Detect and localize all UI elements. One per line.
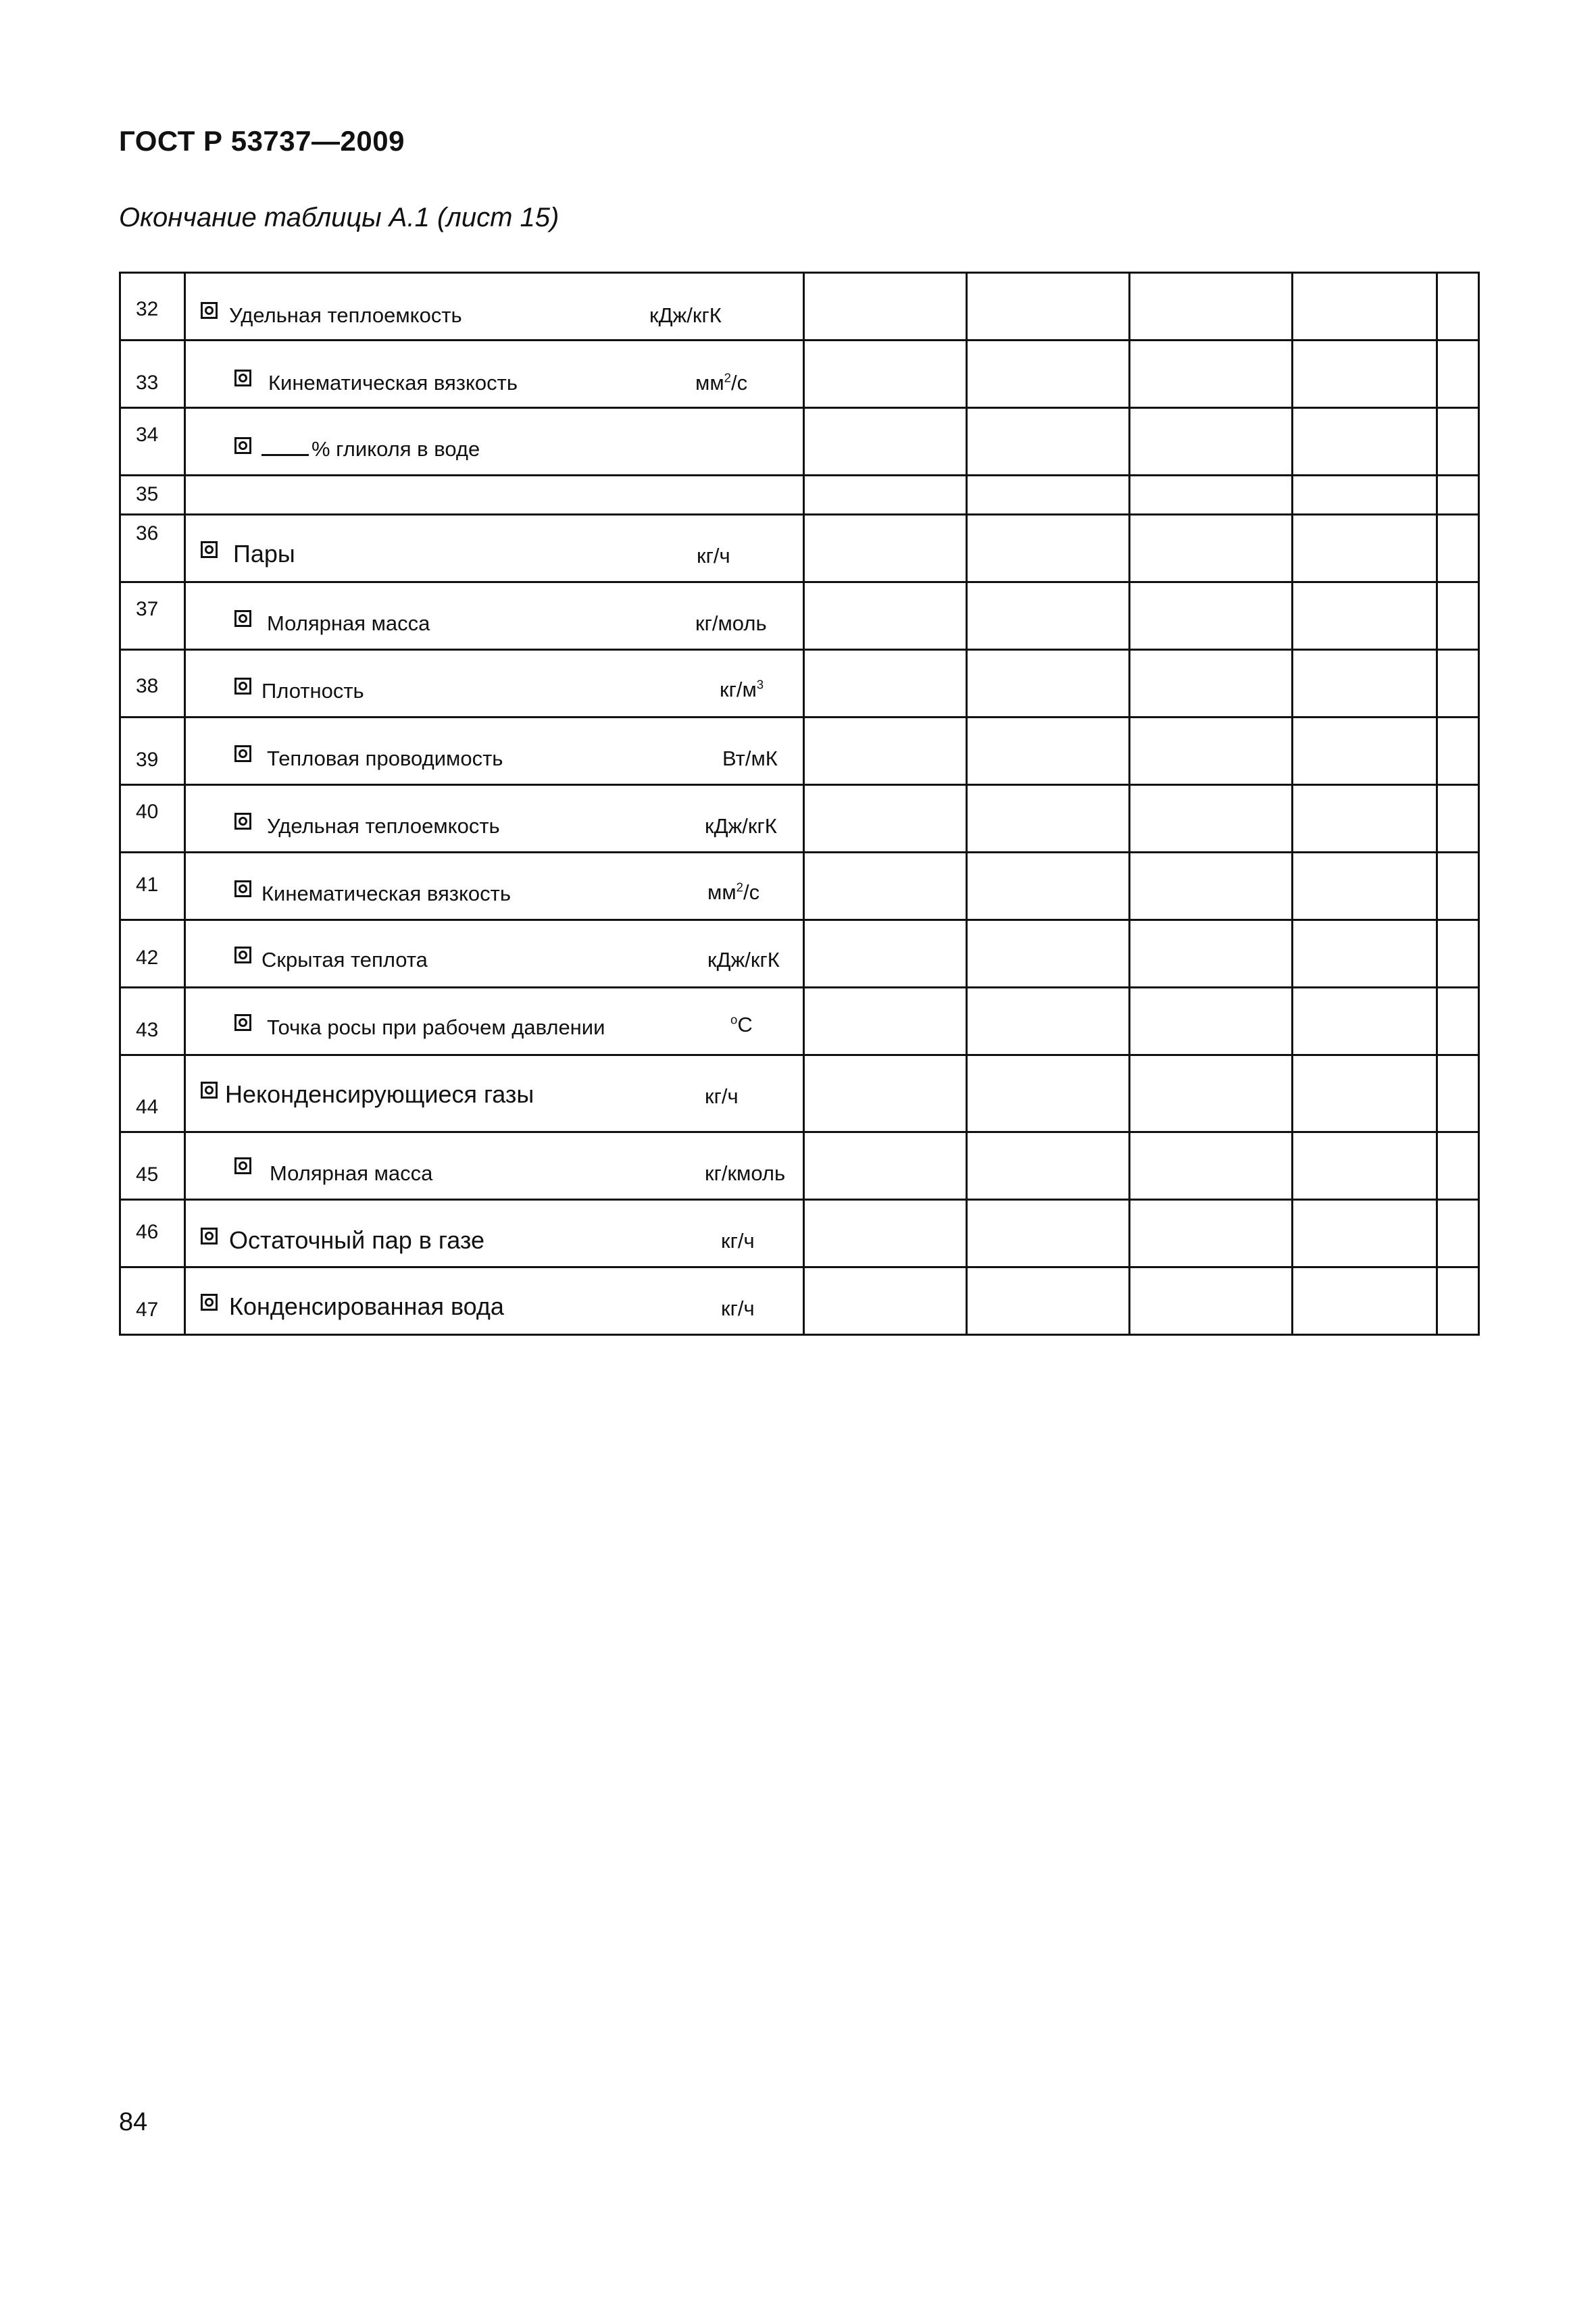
- table-row: [120, 718, 1479, 785]
- parameter-cell[interactable]: [185, 476, 804, 515]
- value-cell[interactable]: [804, 1267, 967, 1335]
- value-cell[interactable]: [967, 920, 1130, 988]
- unit-label: кг/ч: [721, 1297, 755, 1320]
- parameter-cell: [185, 1267, 804, 1335]
- table-row: [120, 515, 1479, 582]
- parameter-label: Удельная теплоемкость: [267, 814, 500, 838]
- value-cell[interactable]: [1437, 1132, 1479, 1200]
- unit-label: кг/ч: [697, 544, 730, 568]
- value-cell[interactable]: [1130, 1267, 1293, 1335]
- value-cell[interactable]: [967, 650, 1130, 718]
- row-number: 35: [136, 483, 159, 505]
- value-cell[interactable]: [804, 1200, 967, 1267]
- value-cell[interactable]: [967, 1267, 1130, 1335]
- document-standard-number: ГОСТ Р 53737—2009: [119, 125, 405, 157]
- checkbox-icon[interactable]: [234, 610, 251, 627]
- value-cell[interactable]: [1437, 408, 1479, 476]
- parameter-cell: [185, 988, 804, 1055]
- row-number: 33: [136, 372, 159, 394]
- parameter-label: % гликоля в воде: [261, 437, 480, 461]
- value-cell[interactable]: [967, 582, 1130, 650]
- parameter-label: Пары: [233, 540, 295, 568]
- parameter-label: Кинематическая вязкость: [261, 882, 512, 905]
- value-cell[interactable]: [1130, 1200, 1293, 1267]
- value-cell[interactable]: [1130, 515, 1293, 582]
- checkbox-icon[interactable]: [234, 1157, 251, 1174]
- value-cell[interactable]: [804, 785, 967, 853]
- table-row: [120, 1055, 1479, 1132]
- value-cell[interactable]: [1130, 273, 1293, 341]
- row-number: 40: [136, 801, 159, 823]
- value-cell[interactable]: [1293, 341, 1437, 408]
- row-number: 47: [136, 1299, 159, 1321]
- value-cell[interactable]: [804, 920, 967, 988]
- table-caption: Окончание таблицы А.1 (лист 15): [119, 203, 559, 232]
- value-cell[interactable]: [1437, 476, 1479, 515]
- checkbox-icon[interactable]: [201, 1228, 218, 1244]
- table-row: [120, 582, 1479, 650]
- row-number-cell: [120, 515, 185, 582]
- value-cell[interactable]: [804, 1055, 967, 1132]
- row-number-cell: [120, 408, 185, 476]
- value-cell[interactable]: [967, 988, 1130, 1055]
- unit-label: $^о$С: [730, 1012, 753, 1036]
- value-cell[interactable]: [1293, 1055, 1437, 1132]
- row-number-cell: [120, 988, 185, 1055]
- unit-label: $мм^2/с$: [695, 370, 748, 395]
- checkbox-icon[interactable]: [234, 678, 251, 695]
- value-cell[interactable]: [1130, 785, 1293, 853]
- value-cell[interactable]: [967, 1200, 1130, 1267]
- row-number-cell: [120, 273, 185, 341]
- checkbox-icon[interactable]: [234, 745, 251, 762]
- value-cell[interactable]: [967, 1055, 1130, 1132]
- unit-label: кг/ч: [721, 1229, 755, 1253]
- checkbox-icon[interactable]: [234, 370, 251, 386]
- table-row: [120, 1132, 1479, 1200]
- value-cell[interactable]: [1293, 273, 1437, 341]
- parameter-label: Конденсированная вода: [229, 1292, 504, 1320]
- value-cell[interactable]: [804, 408, 967, 476]
- row-number-cell: [120, 920, 185, 988]
- table-row: [120, 273, 1479, 341]
- parameter-label: Скрытая теплота: [261, 948, 428, 972]
- row-number: 44: [136, 1096, 159, 1118]
- parameter-cell: [185, 515, 804, 582]
- parameter-label: Остаточный пар в газе: [229, 1226, 484, 1254]
- value-cell[interactable]: [1293, 920, 1437, 988]
- value-cell[interactable]: [1130, 853, 1293, 920]
- value-cell[interactable]: [1130, 920, 1293, 988]
- parameter-label: Молярная масса: [267, 611, 430, 635]
- value-cell[interactable]: [967, 341, 1130, 408]
- unit-label: кДж/кгК: [707, 948, 780, 972]
- row-number: 42: [136, 947, 159, 969]
- row-number-cell: [120, 341, 185, 408]
- table-row: [120, 988, 1479, 1055]
- table-row: [120, 1267, 1479, 1335]
- parameter-label: Плотность: [261, 679, 364, 703]
- value-cell[interactable]: [1130, 650, 1293, 718]
- value-cell[interactable]: [967, 273, 1130, 341]
- checkbox-icon[interactable]: [234, 880, 251, 897]
- value-cell[interactable]: [967, 1132, 1130, 1200]
- value-cell[interactable]: [967, 408, 1130, 476]
- value-cell[interactable]: [1293, 408, 1437, 476]
- table-row: [120, 920, 1479, 988]
- table-row: [120, 853, 1479, 920]
- table-row: [120, 1200, 1479, 1267]
- value-cell[interactable]: [1130, 341, 1293, 408]
- checkbox-icon[interactable]: [201, 1294, 218, 1311]
- unit-label: кг/моль: [695, 611, 767, 635]
- unit-label: $мм^2/с$: [707, 880, 760, 904]
- row-number: 37: [136, 598, 159, 620]
- value-cell[interactable]: [804, 582, 967, 650]
- parameter-label: Кинематическая вязкость: [268, 371, 518, 395]
- parameter-label: Неконденсирующиеся газы: [225, 1080, 534, 1108]
- value-cell[interactable]: [1437, 273, 1479, 341]
- value-cell[interactable]: [804, 341, 967, 408]
- value-cell[interactable]: [1437, 718, 1479, 785]
- parameter-label: Точка росы при рабочем давлении: [267, 1015, 605, 1039]
- value-cell[interactable]: [1437, 1267, 1479, 1335]
- value-cell[interactable]: [804, 1132, 967, 1200]
- value-cell[interactable]: [1130, 582, 1293, 650]
- row-number-cell: [120, 1267, 185, 1335]
- data-sheet-table: [119, 272, 1480, 1336]
- parameter-cell: [185, 1055, 804, 1132]
- value-cell[interactable]: [804, 515, 967, 582]
- value-cell[interactable]: [1293, 1267, 1437, 1335]
- unit-label: кДж/кгК: [705, 814, 777, 838]
- value-cell[interactable]: [1130, 476, 1293, 515]
- value-cell[interactable]: [804, 273, 967, 341]
- parameter-cell: [185, 408, 804, 476]
- table-row: [120, 650, 1479, 718]
- unit-label: Вт/мК: [722, 747, 778, 770]
- row-number-cell: [120, 1200, 185, 1267]
- value-cell[interactable]: [1293, 1132, 1437, 1200]
- checkbox-icon[interactable]: [234, 947, 251, 963]
- row-number: 39: [136, 749, 159, 771]
- row-number-cell: [120, 1055, 185, 1132]
- blank-fill-line[interactable]: [261, 439, 309, 456]
- value-cell[interactable]: [967, 476, 1130, 515]
- row-number-cell: [120, 650, 185, 718]
- value-cell[interactable]: [1437, 920, 1479, 988]
- row-number-cell: [120, 718, 185, 785]
- value-cell[interactable]: [1293, 582, 1437, 650]
- parameter-label: Удельная теплоемкость: [229, 303, 462, 327]
- parameter-cell: [185, 273, 804, 341]
- value-cell[interactable]: [1130, 988, 1293, 1055]
- parameter-cell: [185, 785, 804, 853]
- value-cell[interactable]: [967, 718, 1130, 785]
- parameter-cell: [185, 582, 804, 650]
- value-cell[interactable]: [1437, 341, 1479, 408]
- value-cell[interactable]: [1437, 853, 1479, 920]
- checkbox-icon[interactable]: [201, 1082, 218, 1099]
- value-cell[interactable]: [1130, 1132, 1293, 1200]
- row-number: 32: [136, 298, 159, 320]
- value-cell[interactable]: [804, 988, 967, 1055]
- unit-label: $кг/м^3$: [720, 677, 764, 701]
- value-cell[interactable]: [804, 853, 967, 920]
- parameter-label: Молярная масса: [270, 1161, 433, 1185]
- parameter-cell: [185, 341, 804, 408]
- value-cell[interactable]: [1293, 650, 1437, 718]
- row-number: 36: [136, 522, 159, 545]
- parameter-cell: [185, 920, 804, 988]
- row-number: 46: [136, 1221, 159, 1243]
- parameter-cell: [185, 650, 804, 718]
- value-cell[interactable]: [1293, 718, 1437, 785]
- page-number: 84: [119, 2108, 148, 2136]
- checkbox-icon[interactable]: [234, 437, 251, 454]
- value-cell[interactable]: [1293, 1200, 1437, 1267]
- parameter-cell: [185, 1132, 804, 1200]
- value-cell[interactable]: [1437, 650, 1479, 718]
- parameter-cell: [185, 1200, 804, 1267]
- checkbox-icon[interactable]: [234, 813, 251, 830]
- row-number: 38: [136, 675, 159, 697]
- value-cell[interactable]: [1293, 476, 1437, 515]
- value-cell[interactable]: [967, 853, 1130, 920]
- parameter-label: Тепловая проводимость: [267, 747, 503, 770]
- value-cell[interactable]: [1437, 1055, 1479, 1132]
- value-cell[interactable]: [1437, 515, 1479, 582]
- unit-label: кг/кмоль: [705, 1161, 786, 1185]
- checkbox-icon[interactable]: [201, 541, 218, 558]
- value-cell[interactable]: [1437, 582, 1479, 650]
- row-number: 45: [136, 1163, 159, 1186]
- value-cell[interactable]: [1437, 1200, 1479, 1267]
- value-cell[interactable]: [804, 476, 967, 515]
- unit-label: кг/ч: [705, 1084, 739, 1108]
- value-cell[interactable]: [1437, 988, 1479, 1055]
- value-cell[interactable]: [1437, 785, 1479, 853]
- value-cell[interactable]: [1293, 988, 1437, 1055]
- parameter-cell: [185, 718, 804, 785]
- row-number-cell: [120, 582, 185, 650]
- row-number-cell: [120, 785, 185, 853]
- table-row: [120, 341, 1479, 408]
- table-row: [120, 785, 1479, 853]
- checkbox-icon[interactable]: [234, 1014, 251, 1031]
- value-cell[interactable]: [967, 515, 1130, 582]
- row-number: 34: [136, 424, 159, 446]
- value-cell[interactable]: [1293, 785, 1437, 853]
- value-cell[interactable]: [804, 718, 967, 785]
- row-number: 41: [136, 874, 159, 896]
- value-cell[interactable]: [1130, 1055, 1293, 1132]
- row-number-cell: [120, 853, 185, 920]
- row-number: 43: [136, 1019, 159, 1041]
- table-row: [120, 476, 1479, 515]
- value-cell[interactable]: [1130, 718, 1293, 785]
- checkbox-icon[interactable]: [201, 302, 218, 319]
- unit-label: кДж/кгК: [649, 303, 722, 327]
- table-row: [120, 408, 1479, 476]
- value-cell[interactable]: [1293, 853, 1437, 920]
- row-number-cell: [120, 1132, 185, 1200]
- row-number-cell: [120, 476, 185, 515]
- value-cell[interactable]: [1293, 515, 1437, 582]
- value-cell[interactable]: [1130, 408, 1293, 476]
- value-cell[interactable]: [967, 785, 1130, 853]
- parameter-cell: [185, 853, 804, 920]
- value-cell[interactable]: [804, 650, 967, 718]
